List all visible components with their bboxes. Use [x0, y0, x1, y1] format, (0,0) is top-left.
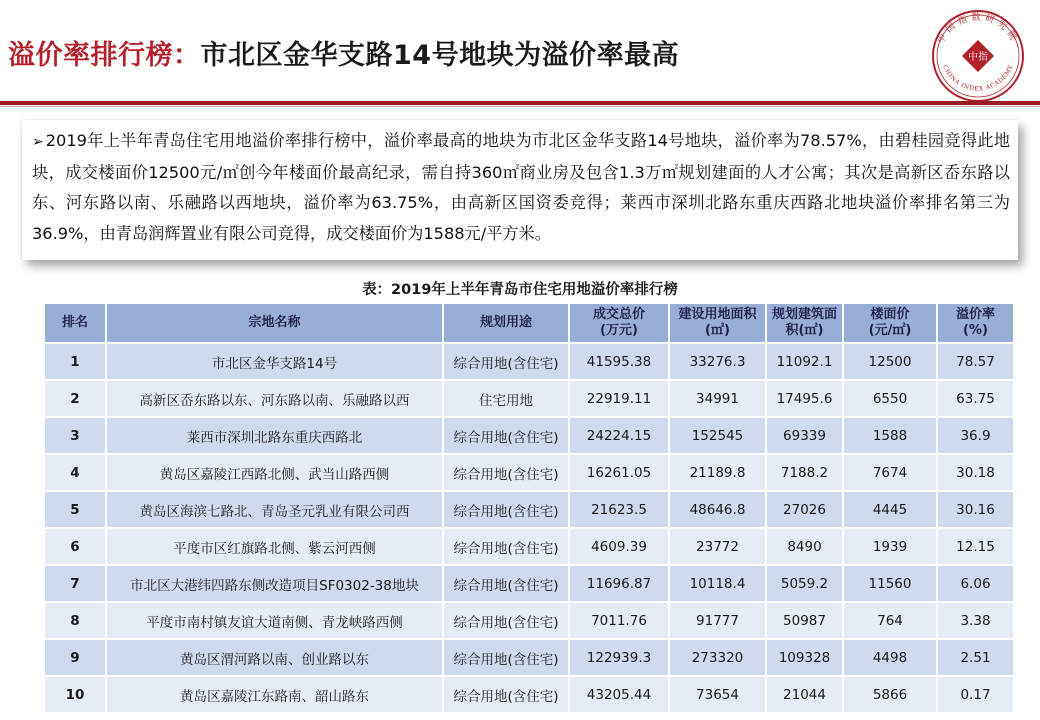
- svg-text:中国指数研究院: [934, 11, 1020, 46]
- cell-land-area: 152545: [669, 417, 766, 454]
- cell-rank: 4: [44, 454, 106, 491]
- cell-name: 黄岛区嘉陵江东路南、韶山路东: [106, 676, 443, 713]
- col-header-name: 宗地名称: [106, 303, 443, 343]
- cell-use: 综合用地(含住宅): [443, 565, 569, 602]
- cell-name: 莱西市深圳北路东重庆西路北: [106, 417, 443, 454]
- cell-total-price: 21623.5: [569, 491, 669, 528]
- cell-use: 综合用地(含住宅): [443, 417, 569, 454]
- cell-premium: 78.57: [937, 343, 1014, 380]
- cell-plan-area: 21044: [766, 676, 843, 713]
- cell-use: 住宅用地: [443, 380, 569, 417]
- cell-land-area: 91777: [669, 602, 766, 639]
- title-accent: 溢价率排行榜：: [8, 39, 201, 71]
- logo-text-cn: 中国指数研究院: [936, 13, 1020, 46]
- cell-premium: 3.38: [937, 602, 1014, 639]
- cell-plan-area: 69339: [766, 417, 843, 454]
- cell-use: 综合用地(含住宅): [443, 602, 569, 639]
- table-row: [44, 380, 1014, 417]
- cell-plan-area: 5059.2: [766, 565, 843, 602]
- cell-plan-area: 27026: [766, 491, 843, 528]
- cell-total-price: 16261.05: [569, 454, 669, 491]
- cell-land-area: 21189.8: [669, 454, 766, 491]
- logo-seal-icon: [962, 40, 994, 72]
- cell-total-price: 24224.15: [569, 417, 669, 454]
- cell-floor-price: 4445: [843, 491, 937, 528]
- cell-name: 黄岛区渭河路以南、创业路以东: [106, 639, 443, 676]
- cell-rank: 2: [44, 380, 106, 417]
- cell-land-area: 33276.3: [669, 343, 766, 380]
- premium-rate-ranking-table: [43, 302, 1015, 714]
- cell-floor-price: 1939: [843, 528, 937, 565]
- cell-plan-area: 8490: [766, 528, 843, 565]
- logo-text-en: CHINA INDEX ACADEMY: [941, 63, 1015, 93]
- table-row: [44, 602, 1014, 639]
- title-divider: [0, 101, 1040, 105]
- cell-floor-price: 12500: [843, 343, 937, 380]
- cell-premium: 30.16: [937, 491, 1014, 528]
- logo-seal-char: 中指: [968, 52, 988, 63]
- cell-total-price: 43205.44: [569, 676, 669, 713]
- col-header-premium: 溢价率 (%): [937, 303, 1014, 343]
- china-index-academy-logo: [926, 6, 1030, 104]
- cell-floor-price: 7674: [843, 454, 937, 491]
- table-row: [44, 639, 1014, 676]
- cell-rank: 1: [44, 343, 106, 380]
- cell-land-area: 23772: [669, 528, 766, 565]
- cell-use: 综合用地(含住宅): [443, 343, 569, 380]
- cell-land-area: 34991: [669, 380, 766, 417]
- cell-floor-price: 6550: [843, 380, 937, 417]
- table-row: [44, 491, 1014, 528]
- bullet-arrow-icon: ➢: [32, 134, 44, 150]
- cell-use: 综合用地(含住宅): [443, 676, 569, 713]
- table-caption: 表：2019年上半年青岛市住宅用地溢价率排行榜: [362, 282, 678, 298]
- cell-total-price: 7011.76: [569, 602, 669, 639]
- cell-name: 平度市南村镇友谊大道南侧、青龙峡路西侧: [106, 602, 443, 639]
- title-main: 市北区金华支路14号地块为溢价率最高: [200, 39, 680, 71]
- cell-total-price: 41595.38: [569, 343, 669, 380]
- cell-premium: 6.06: [937, 565, 1014, 602]
- table-row: [44, 417, 1014, 454]
- cell-total-price: 11696.87: [569, 565, 669, 602]
- cell-premium: 2.51: [937, 639, 1014, 676]
- cell-use: 综合用地(含住宅): [443, 454, 569, 491]
- cell-name: 市北区金华支路14号: [106, 343, 443, 380]
- table-row: [44, 676, 1014, 713]
- table-header-row: [44, 303, 1014, 343]
- summary-box: [22, 120, 1018, 260]
- col-header-land-area: 建设用地面积 (㎡): [669, 303, 766, 343]
- col-header-total-price: 成交总价 (万元): [569, 303, 669, 343]
- summary-text: 2019年上半年青岛住宅用地溢价率排行榜中，溢价率最高的地块为市北区金华支路14号地块，溢价率为78.57%，由碧桂园竞得此地块，成交楼面价12500元/㎡创今年楼面价最高纪录，需自持360㎡商业房及包含1.3万㎡规划建面的人才公寓；其次是高新区岙东路以东、河东路以南、乐融路以西地块，溢价率为63.75%，由高新区国资委竞得；莱西市深圳北路东重庆西路北地块溢价率排名第三为36.9%，由青岛润辉置业有限公司竞得，成交楼面价为1588元/平方米。: [32, 131, 1010, 243]
- cell-plan-area: 7188.2: [766, 454, 843, 491]
- table-row: [44, 454, 1014, 491]
- col-header-use: 规划用途: [443, 303, 569, 343]
- cell-use: 综合用地(含住宅): [443, 639, 569, 676]
- cell-rank: 7: [44, 565, 106, 602]
- cell-floor-price: 764: [843, 602, 937, 639]
- cell-floor-price: 11560: [843, 565, 937, 602]
- slide-title: [0, 28, 920, 76]
- cell-use: 综合用地(含住宅): [443, 491, 569, 528]
- cell-floor-price: 1588: [843, 417, 937, 454]
- summary-paragraph: [32, 126, 1010, 249]
- cell-use: 综合用地(含住宅): [443, 528, 569, 565]
- cell-land-area: 48646.8: [669, 491, 766, 528]
- cell-floor-price: 5866: [843, 676, 937, 713]
- cell-premium: 12.15: [937, 528, 1014, 565]
- table-row: [44, 528, 1014, 565]
- cell-rank: 8: [44, 602, 106, 639]
- cell-rank: 3: [44, 417, 106, 454]
- cell-floor-price: 4498: [843, 639, 937, 676]
- cell-rank: 5: [44, 491, 106, 528]
- cell-name: 平度市区红旗路北侧、紫云河西侧: [106, 528, 443, 565]
- cell-rank: 6: [44, 528, 106, 565]
- cell-plan-area: 109328: [766, 639, 843, 676]
- cell-premium: 0.17: [937, 676, 1014, 713]
- cell-name: 高新区岙东路以东、河东路以南、乐融路以西: [106, 380, 443, 417]
- cell-plan-area: 17495.6: [766, 380, 843, 417]
- cell-name: 黄岛区海滨七路北、青岛圣元乳业有限公司西: [106, 491, 443, 528]
- title-divider-thin: [0, 106, 1040, 107]
- table-row: [44, 565, 1014, 602]
- col-header-rank: 排名: [44, 303, 106, 343]
- col-header-floor-price: 楼面价 (元/㎡): [843, 303, 937, 343]
- cell-total-price: 22919.11: [569, 380, 669, 417]
- cell-land-area: 73654: [669, 676, 766, 713]
- cell-premium: 36.9: [937, 417, 1014, 454]
- cell-name: 黄岛区嘉陵江西路北侧、武当山路西侧: [106, 454, 443, 491]
- cell-land-area: 273320: [669, 639, 766, 676]
- cell-total-price: 4609.39: [569, 528, 669, 565]
- col-header-plan-area: 规划建筑面 积(㎡): [766, 303, 843, 343]
- cell-rank: 10: [44, 676, 106, 713]
- cell-land-area: 10118.4: [669, 565, 766, 602]
- cell-premium: 63.75: [937, 380, 1014, 417]
- cell-name: 市北区大港纬四路东侧改造项目SF0302-38地块: [106, 565, 443, 602]
- cell-total-price: 122939.3: [569, 639, 669, 676]
- cell-plan-area: 11092.1: [766, 343, 843, 380]
- cell-premium: 30.18: [937, 454, 1014, 491]
- cell-rank: 9: [44, 639, 106, 676]
- cell-plan-area: 50987: [766, 602, 843, 639]
- table-row: [44, 343, 1014, 380]
